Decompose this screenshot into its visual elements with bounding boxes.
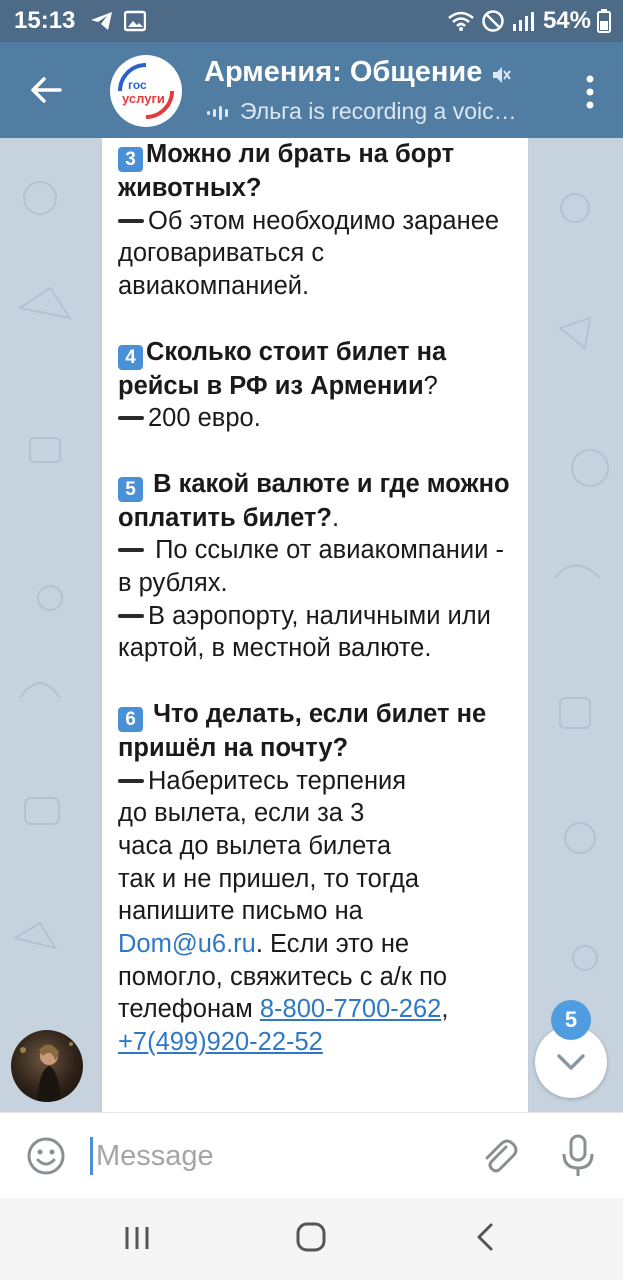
muted-icon (490, 64, 512, 86)
home-icon[interactable] (296, 1222, 326, 1252)
q6-line-3: часа до вылета билета (118, 831, 392, 860)
chat-header (0, 42, 623, 138)
faq-item-3 (118, 138, 514, 303)
keycap-6-icon: 6 (118, 707, 143, 732)
sender-photo (11, 1030, 83, 1102)
status-time: 15:13 (14, 7, 76, 34)
q5-dot: . (331, 503, 340, 532)
keycap-4-icon: 4 (118, 345, 143, 370)
microphone-icon[interactable] (558, 1133, 598, 1179)
attach-icon[interactable] (478, 1135, 520, 1177)
faq-item-4 (118, 336, 514, 435)
q6-title: Что делать, если билет не пришёл на почту? (118, 699, 487, 762)
chat-title[interactable]: Армения: Общение (204, 56, 483, 88)
q6-comma: , (441, 995, 449, 1024)
q3-title: Можно ли брать на борт животных? (118, 140, 455, 202)
status-left-icons (90, 10, 146, 32)
q3-answer: Об этом необходимо заранее договариваться с авиакомпанией. (118, 206, 500, 301)
message-text (118, 138, 514, 1092)
dash-icon (118, 219, 144, 223)
dnd-icon (481, 9, 505, 33)
emoji-icon[interactable] (25, 1135, 67, 1177)
faq-item-6 (118, 698, 514, 1059)
chat-status-text: Эльга is recording a voic… (240, 98, 517, 124)
dash-icon (118, 779, 144, 783)
q5-answer-1: По ссылке от авиакомпании - в рублях. (118, 536, 504, 597)
recording-voice-icon (206, 105, 232, 121)
chat-avatar[interactable] (110, 55, 182, 127)
dash-icon (118, 416, 144, 420)
q6-line-4: так и не пришел, то тогда (118, 864, 420, 893)
wifi-icon (447, 10, 475, 32)
phone-link-2[interactable]: +7(499)920-22-52 (118, 1028, 323, 1057)
q6-line-5: напишите письмо на (118, 897, 363, 926)
unread-count-badge: 5 (551, 1000, 591, 1040)
recents-icon[interactable] (122, 1224, 152, 1252)
nav-back-icon[interactable] (474, 1222, 496, 1252)
battery-icon (597, 9, 611, 33)
dash-icon (118, 548, 144, 552)
status-bar (0, 0, 623, 42)
avatar-line2: услуги (122, 91, 165, 106)
q4-title: Сколько стоит билет на рейсы в РФ из Армении (118, 337, 447, 400)
q5-answer-2: В аэропорту, наличными или картой, в местной валюте. (118, 601, 491, 663)
faq-item-5 (118, 468, 514, 666)
signal-icon (511, 10, 537, 32)
back-arrow-icon[interactable] (26, 70, 66, 110)
battery-percent: 54% (542, 7, 591, 34)
q4-qmark: ? (423, 371, 438, 400)
gallery-icon (124, 10, 146, 32)
q5-title: В какой валюте и где можно оплатить билет? (118, 469, 510, 532)
chat-status (206, 98, 536, 125)
q6-after-email: . Если это не помогло, свяжитесь с а/к по телефонам (118, 930, 448, 1024)
avatar-line1: гос (128, 78, 147, 92)
q6-line-2: до вылета, если за 3 (118, 799, 365, 828)
message-input-bar (0, 1112, 623, 1199)
phone-link-1[interactable]: 8-800-7700-262 (259, 995, 442, 1024)
text-cursor (90, 1137, 93, 1175)
more-vert-icon[interactable] (583, 72, 597, 112)
chat-area[interactable] (0, 138, 623, 1112)
keycap-5-icon: 5 (118, 477, 143, 502)
sender-avatar[interactable] (11, 1030, 83, 1102)
q6-line-1: Наберитесь терпения (148, 766, 407, 795)
keycap-3-icon: 3 (118, 147, 143, 172)
gosuslugi-logo (110, 55, 182, 127)
message-input[interactable] (96, 1133, 456, 1179)
q4-answer: 200 евро. (148, 404, 261, 433)
status-right (447, 7, 611, 35)
dash-icon (118, 614, 144, 618)
telegram-icon (90, 10, 114, 32)
system-nav-bar (0, 1198, 623, 1280)
email-link[interactable]: Dom@u6.ru (118, 930, 256, 959)
